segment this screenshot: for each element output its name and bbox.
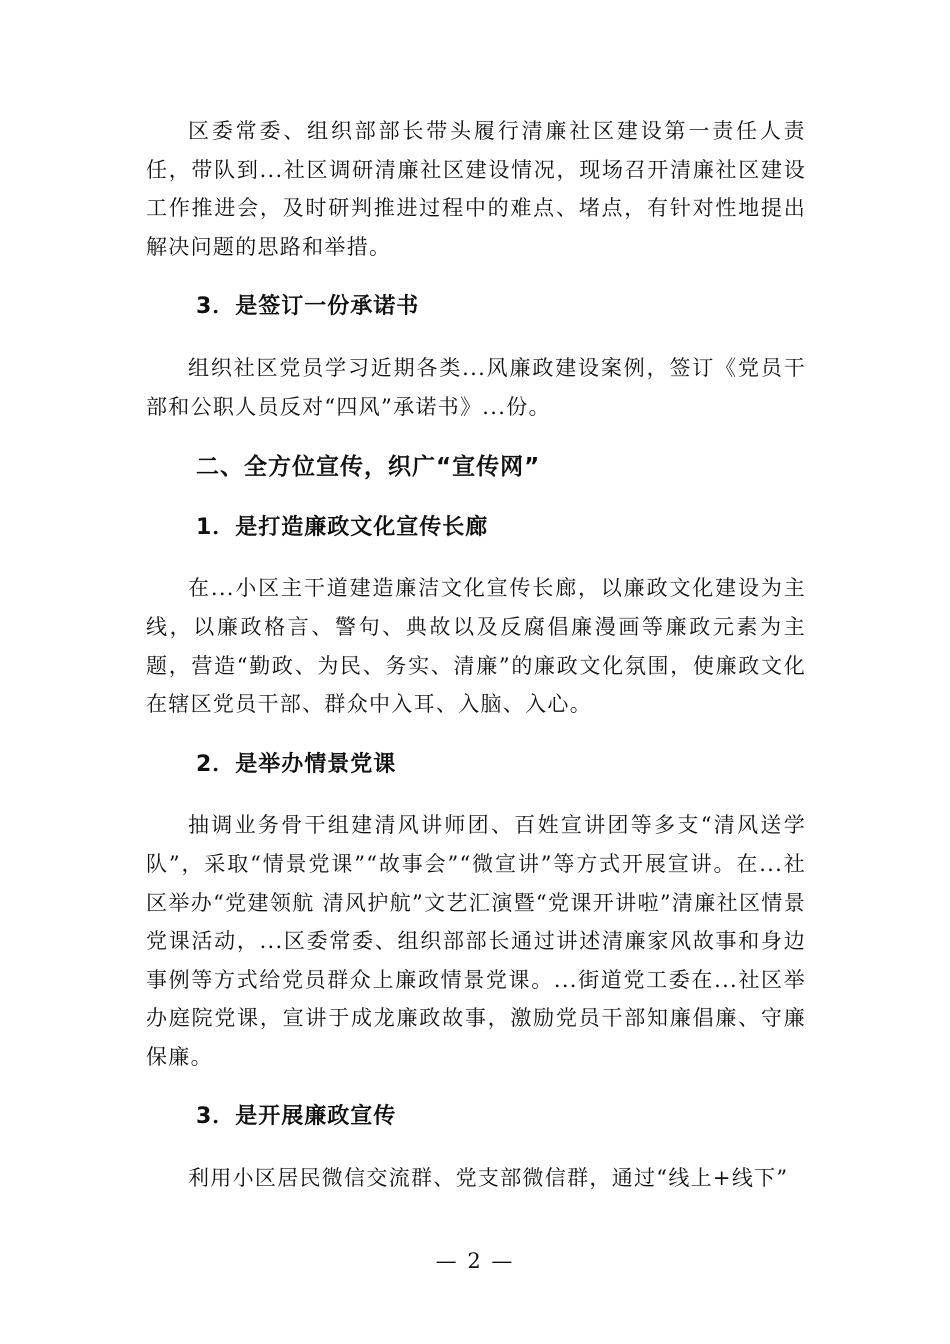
paragraph-leadership: 区委常委、组织部部长带头履行清廉社区建设第一责任人责任，带队到...社区调研清廉社区建设情况，现场召开清廉社区建设工作推进会，及时研判推进过程中的难点、堵点，有针对性地提出解决问题的思路和举措。 — [146, 119, 806, 259]
paragraph-corridor: 在...小区主干道建造廉洁文化宣传长廊，以廉政文化建设为主线，以廉政格言、警句、典故以及反腐倡廉漫画等廉政元素为主题，营造“勤政、为民、务实、清廉”的廉政文化氛围，使廉政文化在辖区党员干部、群众中入耳、入脑、入心。 — [146, 576, 806, 717]
page-number: — 2 — — [435, 1249, 515, 1273]
paragraph-pledge: 组织社区党员学习近期各类...风廉政建设案例，签订《党员干部和公职人员反对“四风”承诺书》...份。 — [146, 355, 806, 419]
subheading-party-class: 2．是举办情景党课 — [196, 751, 397, 777]
subheading-corridor: 1．是打造廉政文化宣传长廊 — [196, 514, 489, 540]
paragraph-party-class: 抽调业务骨干组建清风讲师团、百姓宣讲团等多支“清风送学队”，采取“情景党课”“故事会”“微宣讲”等方式开展宣讲。在...社区举办“党建领航 清风护航”文艺汇演暨“党课开讲啦”清廉社区情景党课活动，...区委常委、组织部部长通过讲述清廉家风故事和身边事例等方式给党员群众上廉政情景党课。...街道党工委在...社区举办庭院党课，宣讲于成龙廉政故事，激励党员干部知廉倡廉、守廉保廉。 — [146, 813, 806, 1069]
subheading-pledge: 3．是签订一份承诺书 — [196, 294, 420, 320]
document-body — [146, 112, 806, 1198]
paragraph-integrity-publicity: 利用小区居民微信交流群、党支部微信群，通过“线上+线下” — [188, 1166, 789, 1191]
heading-publicity: 二、全方位宣传，织广“宣传网” — [196, 454, 541, 481]
subheading-integrity-publicity: 3．是开展廉政宣传 — [196, 1104, 397, 1130]
